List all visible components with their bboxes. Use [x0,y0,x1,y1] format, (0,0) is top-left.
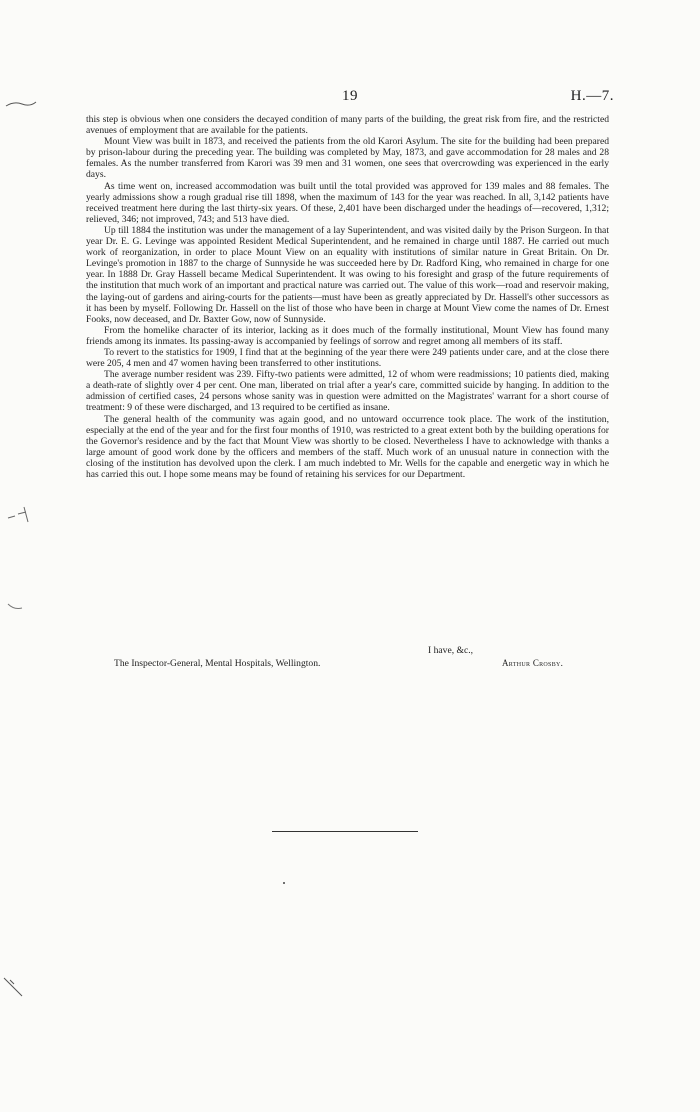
paragraph: From the homelike character of its interior, lacking as it does much of the formally institutional, Mount View has found many friends among its inmates. Its passing-away is accompanied by feelings of sorrow and regret among all members of its staff. [86,324,609,347]
paragraph: The average number resident was 239. Fifty-two patients were admitted, 12 of whom were readmissions; 10 patients died, making a death-rate of slightly over 4 per cent. One man, liberated on trial after a year's care, committed suicide by hanging. In addition to the admission of certified cases, 24 persons whose sanity was in question were admitted on the Magistrates' warrant for a short course of treatment: 9 of these were discharged, and 13 required to be certified as insane. [86,369,609,414]
report-body [86,114,609,480]
letter-closing [86,645,609,672]
paragraph: Mount View was built in 1873, and received the patients from the old Karori Asylum. The site for the building had been prepared by prison-labour during the preceding year. The building was completed by May, 1873, and gave accommodation for 28 males and 28 females. As the number transferred from Karori was 39 men and 31 women, one sees that overcrowding was experienced in the early days. [86,136,609,181]
paragraph: The general health of the community was again good, and no untoward occurrence took place. The work of the institution, especially at the end of the year and for the first four months of 1910, was restricted to a great extent both by the building operations for the Governor's residence and by the fact that Mount View was shortly to be closed. Nevertheless I have to acknowledge with thanks a large amount of good work done by the officers and members of the staff. Much work of an unusual nature in connection with the closing of the institution has devolved upon the clerk. I am much indebted to Mr. Wells for the capable and energetic way in which he has carried this out. I hope some means may be found of retaining his services for our Department. [86,413,609,480]
series-reference: H.—7. [570,88,614,104]
signature: Arthur Crosby. [502,658,564,669]
paragraph: To revert to the statistics for 1909, I find that at the beginning of the year there were 249 patients under care, and at the close there were 205, 4 men and 47 women having been transferred to other institutions. [86,346,609,370]
paragraph: As time went on, increased accommodation was built until the total provided was approved for 139 males and 88 females. The yearly admissions show a rough gradual rise till 1898, when the maximum of 143 for the year was reached. In all, 3,142 patients have received treatment here during the last thirty-six years. Of these, 2,401 have been discharged under the headings of—recovered, 1,312; relieved, 346; not improved, 743; and 513 have died. [86,180,609,225]
scan-mark-small [6,600,24,612]
scan-mark-middle [6,504,36,526]
salutation: I have, &c., [428,645,474,656]
speck-dot [281,880,287,886]
addressee: The Inspector-General, Mental Hospitals, Wellington. [114,658,321,670]
section-divider [272,831,418,832]
page-number: 19 [342,88,358,104]
scan-mark-bottom [2,976,26,1000]
paragraph: Up till 1884 the institution was under the management of a lay Superintendent, and was visited daily by the Prison Surgeon. In that year Dr. E. G. Levinge was appointed Resident Medical Superintendent, and he remained in charge until 1887. He carried out much work of reorganization, in order to place Mount View on an equality with institutions of similar nature in Great Britain. On Dr. Levinge's promotion in 1887 to the charge of Sunnyside he was succeeded here by Dr. Radford King, who remained in charge for one year. In 1888 Dr. Gray Hassell became Medical Superintendent. It was owing to his foresight and grasp of the future requirements of the institution that much work of an important and practical nature was carried out. The value of this work—road and reservoir making, the laying-out of gardens and airing-courts for the patients—must have been as greatly appreciated by Dr. Hassell's other successors as it has been by myself. Following Dr. Hassell on the list of those who have been in charge at Mount View come the names of Dr. Ernest Fooks, now deceased, and Dr. Baxter Gow, now of Sunnyside. [86,224,609,325]
paragraph: this step is obvious when one considers the decayed condition of many parts of the building, the great risk from fire, and the restricted avenues of employment that are available for the patients. [86,114,609,137]
scan-mark-top [4,96,38,110]
signature-row [86,658,609,672]
